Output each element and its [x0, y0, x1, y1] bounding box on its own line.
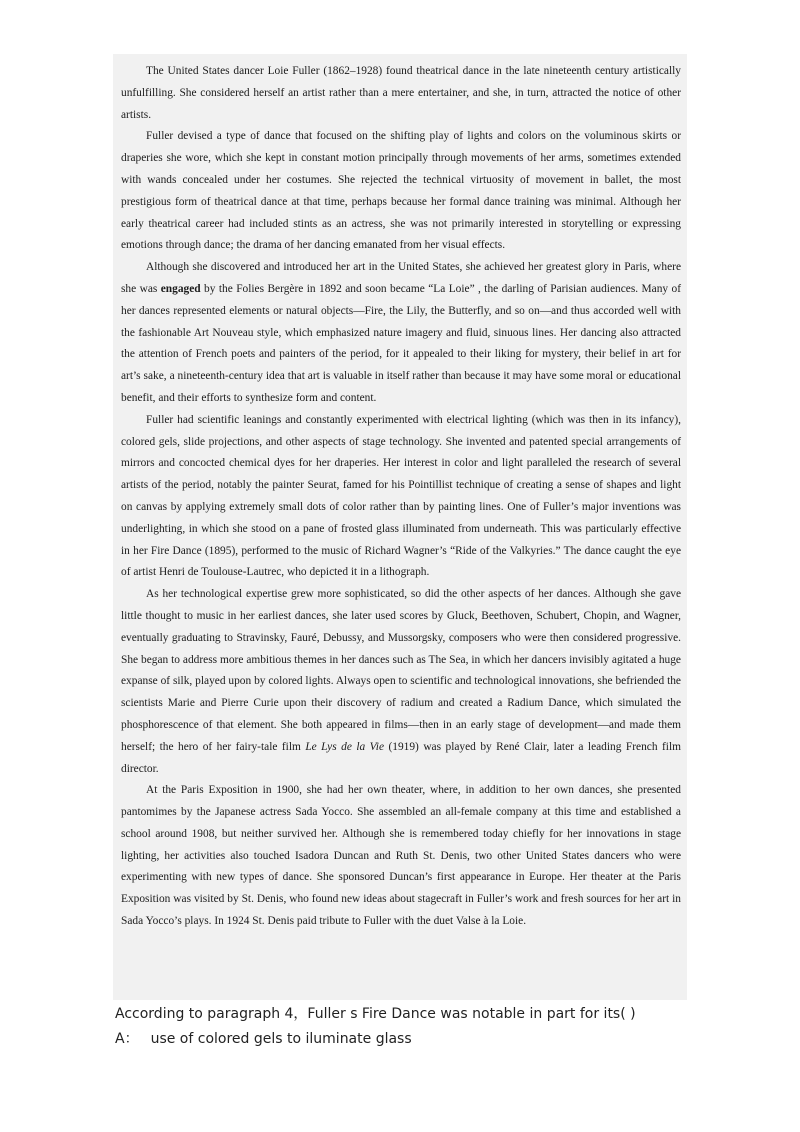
paragraph-4: Fuller had scientific leanings and constantly experimented with electrical lighting (which was then in its infancy), colored gels, slide projections, and other aspects of stage technology. She invented and patented special arrangements of mirrors and concocted chemical dyes for her draperies. Her interest in color and light paralleled the research of several artists of the period, notably the painter Seurat, famed for his Pointillist technique of creating a sense of shapes and light on canvas by applying extremely small dots of color rather than by painting lines. One of Fuller’s major inventions was underlighting, in which she stood on a pane of frosted glass illuminated from underneath. This was particularly effective in her Fire Dance (1895), performed to the music of Richard Wagner’s “Ride of the Valkyries.” The dance caught the eye of artist Henri de Toulouse-Lautrec, who depicted it in a lithograph. — [121, 413, 681, 579]
question-stem: According to paragraph 4，Fuller s Fire Dance was notable in part for its( ) — [115, 1006, 636, 1022]
answer-option-a[interactable] — [115, 1028, 412, 1048]
paragraph-5-start: As her technological expertise grew more sophisticated, so did the other aspects of her dances. Although she gave little thought to music in her earliest dances, she later used scores by Gluck, Beethoven, Schubert, Chopin, and Wagner, eventually graduating to Stravinsky, Fauré, Debussy, and Mussorgsky, composers who were then considered progressive. She began to address more ambitious themes in her dances such as The Sea, in which her dancers invisibly agitated a huge expanse of silk, played upon by colored lights. Always open to scientific and technological innovations, she befriended the scientists Marie and Pierre Curie upon their discovery of radium and created a Radium Dance, which simulated the phosphorescence of that element. She both appeared in films—then in an early stage of development—and made them herself; the hero of her fairy-tale film — [121, 588, 681, 753]
paragraph-5-end: (1919) was played by René Clair, later a leading French film director. — [121, 740, 681, 775]
paragraph-2: Fuller devised a type of dance that focused on the shifting play of lights and colors on the voluminous skirts or draperies she wore, which she kept in constant motion principally through movements of her arms, sometimes extended with wands concealed under her costumes. She rejected the technical virtuosity of movement in ballet, the most prestigious form of theatrical dance at that time, perhaps because her formal dance training was minimal. Although her early theatrical career had included stints as an actress, she was not primarily interested in storytelling or expressing emotions through dance; the drama of her dancing emanated from her visual effects. — [121, 130, 681, 252]
paragraph-3-end: by the Folies Bergère in 1892 and soon became “La Loie” , the darling of Parisian audiences. Many of her dances represented elements or natural objects—Fire, the Lily, the Butterfly, and so on—and thus accorded well with the fashionable Art Nouveau style, which emphasized nature imagery and fluid, sinuous lines. Her dancing also attracted the attention of French poets and painters of the period, for it appealed to their liking for mystery, their belief in art for art’s sake, a nineteenth-century idea that art is valuable in itself rather than because it may have some moral or educational benefit, and their efforts to synthesize form and content. — [121, 282, 682, 404]
option-text: use of colored gels to iluminate glass — [150, 1031, 412, 1047]
film-title: Le Lys de la Vie — [305, 740, 385, 753]
passage-image — [113, 54, 687, 1000]
paragraph-6: At the Paris Exposition in 1900, she had her own theater, where, in addition to her own dances, she presented pantomimes by the Japanese actress Sada Yocco. She assembled an all-female company at this time and established a school around 1908, but neither survived her. Although she is remembered today chiefly for her innovations in stage lighting, her activities also touched Isadora Duncan and Ruth St. Denis, two other United States dancers who were experimenting with new types of dance. She sponsored Duncan’s first appearance in Europe. Her theater at the Paris Exposition was visited by St. Denis, who found new ideas about stagecraft in Fuller’s work and fresh sources for her art in Sada Yocco’s plays. In 1924 St. Denis paid tribute to Fuller with the duet Valse à la Loie. — [121, 784, 681, 928]
paragraph-5 — [121, 584, 681, 780]
paragraph-1: The United States dancer Loie Fuller (1862–1928) found theatrical dance in the late nineteenth century artistically unfulfilling. She considered herself an artist rather than a mere entertainer, and she, in turn, attracted the notice of other artists. — [121, 65, 681, 121]
paragraph-3-start: Although she discovered and introduced her art in the United States, she achieved her greatest glory in Paris, where she was — [121, 261, 681, 295]
highlighted-word: engaged — [160, 282, 201, 295]
option-letter: A： — [115, 1031, 139, 1047]
paragraph-3 — [121, 257, 681, 410]
